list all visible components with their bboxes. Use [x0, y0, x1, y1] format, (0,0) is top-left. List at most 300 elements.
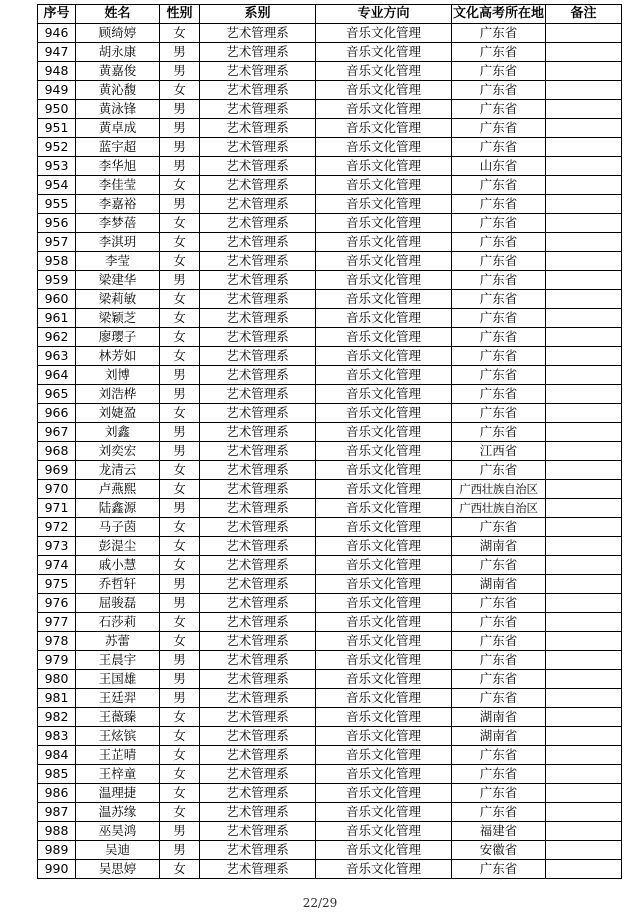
cell-name: 吴思婷: [76, 860, 160, 879]
cell-serial: 989: [38, 841, 76, 860]
cell-department: 艺术管理系: [200, 632, 316, 651]
cell-exam-location: 广东省: [452, 233, 546, 252]
cell-name: 梁莉敏: [76, 290, 160, 309]
cell-name: 王梓童: [76, 765, 160, 784]
cell-department: 艺术管理系: [200, 480, 316, 499]
cell-exam-location: 山东省: [452, 157, 546, 176]
cell-major: 音乐文化管理: [316, 727, 452, 746]
cell-department: 艺术管理系: [200, 119, 316, 138]
table-row: [38, 461, 622, 480]
cell-name: 屈骏磊: [76, 594, 160, 613]
cell-gender: 女: [160, 765, 200, 784]
cell-serial: 977: [38, 613, 76, 632]
cell-serial: 973: [38, 537, 76, 556]
cell-exam-location: 广东省: [452, 632, 546, 651]
table-row: [38, 81, 622, 100]
cell-gender: 男: [160, 157, 200, 176]
cell-gender: 女: [160, 81, 200, 100]
cell-major: 音乐文化管理: [316, 841, 452, 860]
cell-name: 胡永康: [76, 43, 160, 62]
cell-gender: 女: [160, 290, 200, 309]
cell-name: 刘浩桦: [76, 385, 160, 404]
table-row: [38, 195, 622, 214]
cell-remarks: [546, 480, 622, 499]
cell-department: 艺术管理系: [200, 689, 316, 708]
cell-serial: 980: [38, 670, 76, 689]
cell-serial: 962: [38, 328, 76, 347]
cell-major: 音乐文化管理: [316, 556, 452, 575]
cell-exam-location: 广东省: [452, 176, 546, 195]
cell-major: 音乐文化管理: [316, 689, 452, 708]
cell-exam-location: 广东省: [452, 62, 546, 81]
cell-major: 音乐文化管理: [316, 138, 452, 157]
cell-major: 音乐文化管理: [316, 366, 452, 385]
table-row: [38, 822, 622, 841]
table-row: [38, 309, 622, 328]
cell-serial: 976: [38, 594, 76, 613]
cell-major: 音乐文化管理: [316, 309, 452, 328]
cell-major: 音乐文化管理: [316, 347, 452, 366]
cell-remarks: [546, 556, 622, 575]
cell-major: 音乐文化管理: [316, 43, 452, 62]
cell-major: 音乐文化管理: [316, 651, 452, 670]
cell-exam-location: 广东省: [452, 347, 546, 366]
cell-major: 音乐文化管理: [316, 613, 452, 632]
cell-exam-location: 广东省: [452, 328, 546, 347]
cell-name: 苏蕾: [76, 632, 160, 651]
cell-name: 李华旭: [76, 157, 160, 176]
cell-remarks: [546, 24, 622, 43]
cell-exam-location: 广东省: [452, 100, 546, 119]
cell-serial: 957: [38, 233, 76, 252]
cell-gender: 男: [160, 100, 200, 119]
cell-major: 音乐文化管理: [316, 784, 452, 803]
table-header-row: [38, 5, 622, 24]
cell-department: 艺术管理系: [200, 822, 316, 841]
cell-serial: 954: [38, 176, 76, 195]
cell-gender: 女: [160, 727, 200, 746]
cell-remarks: [546, 689, 622, 708]
header-major: 专业方向: [316, 5, 452, 24]
cell-remarks: [546, 518, 622, 537]
cell-gender: 男: [160, 499, 200, 518]
cell-serial: 970: [38, 480, 76, 499]
cell-name: 李嘉裕: [76, 195, 160, 214]
table-row: [38, 765, 622, 784]
cell-major: 音乐文化管理: [316, 252, 452, 271]
cell-department: 艺术管理系: [200, 195, 316, 214]
cell-name: 黄卓成: [76, 119, 160, 138]
cell-remarks: [546, 328, 622, 347]
cell-gender: 女: [160, 708, 200, 727]
cell-gender: 女: [160, 309, 200, 328]
cell-name: 李佳莹: [76, 176, 160, 195]
table-row: [38, 385, 622, 404]
cell-exam-location: 广东省: [452, 366, 546, 385]
cell-department: 艺术管理系: [200, 309, 316, 328]
cell-gender: 男: [160, 822, 200, 841]
cell-remarks: [546, 271, 622, 290]
cell-serial: 979: [38, 651, 76, 670]
table-row: [38, 214, 622, 233]
cell-department: 艺术管理系: [200, 556, 316, 575]
cell-gender: 女: [160, 746, 200, 765]
cell-serial: 981: [38, 689, 76, 708]
cell-gender: 女: [160, 860, 200, 879]
cell-serial: 983: [38, 727, 76, 746]
cell-exam-location: 广东省: [452, 81, 546, 100]
cell-name: 王薇臻: [76, 708, 160, 727]
table-row: [38, 575, 622, 594]
cell-exam-location: 广东省: [452, 423, 546, 442]
cell-remarks: [546, 841, 622, 860]
cell-gender: 女: [160, 784, 200, 803]
table-row: [38, 252, 622, 271]
cell-remarks: [546, 537, 622, 556]
cell-remarks: [546, 784, 622, 803]
cell-major: 音乐文化管理: [316, 290, 452, 309]
cell-major: 音乐文化管理: [316, 24, 452, 43]
cell-name: 石莎莉: [76, 613, 160, 632]
cell-remarks: [546, 119, 622, 138]
cell-exam-location: 广东省: [452, 385, 546, 404]
table-row: [38, 442, 622, 461]
cell-exam-location: 广东省: [452, 43, 546, 62]
cell-gender: 男: [160, 841, 200, 860]
cell-exam-location: 湖南省: [452, 537, 546, 556]
table-row: [38, 594, 622, 613]
cell-department: 艺术管理系: [200, 499, 316, 518]
cell-name: 刘婕盈: [76, 404, 160, 423]
table-row: [38, 746, 622, 765]
cell-remarks: [546, 157, 622, 176]
cell-gender: 女: [160, 347, 200, 366]
cell-exam-location: 湖南省: [452, 727, 546, 746]
cell-serial: 964: [38, 366, 76, 385]
cell-exam-location: 广东省: [452, 746, 546, 765]
table-row: [38, 271, 622, 290]
cell-name: 王廷羿: [76, 689, 160, 708]
cell-serial: 953: [38, 157, 76, 176]
table-row: [38, 24, 622, 43]
header-gender: 性别: [160, 5, 200, 24]
cell-department: 艺术管理系: [200, 442, 316, 461]
cell-major: 音乐文化管理: [316, 575, 452, 594]
cell-department: 艺术管理系: [200, 233, 316, 252]
cell-exam-location: 湖南省: [452, 708, 546, 727]
cell-exam-location: 广东省: [452, 860, 546, 879]
cell-name: 梁颖芝: [76, 309, 160, 328]
table-row: [38, 651, 622, 670]
cell-exam-location: 广东省: [452, 252, 546, 271]
cell-serial: 958: [38, 252, 76, 271]
cell-serial: 948: [38, 62, 76, 81]
table-row: [38, 290, 622, 309]
cell-department: 艺术管理系: [200, 461, 316, 480]
cell-major: 音乐文化管理: [316, 100, 452, 119]
cell-serial: 974: [38, 556, 76, 575]
cell-name: 刘奕宏: [76, 442, 160, 461]
cell-major: 音乐文化管理: [316, 480, 452, 499]
cell-name: 吴迪: [76, 841, 160, 860]
cell-name: 李莹: [76, 252, 160, 271]
table-row: [38, 499, 622, 518]
cell-gender: 女: [160, 461, 200, 480]
cell-remarks: [546, 309, 622, 328]
cell-department: 艺术管理系: [200, 670, 316, 689]
cell-name: 林芳如: [76, 347, 160, 366]
cell-exam-location: 广东省: [452, 138, 546, 157]
cell-remarks: [546, 385, 622, 404]
table-row: [38, 43, 622, 62]
cell-department: 艺术管理系: [200, 138, 316, 157]
cell-gender: 男: [160, 594, 200, 613]
cell-department: 艺术管理系: [200, 651, 316, 670]
cell-gender: 男: [160, 119, 200, 138]
cell-department: 艺术管理系: [200, 784, 316, 803]
cell-serial: 961: [38, 309, 76, 328]
cell-name: 卢燕熙: [76, 480, 160, 499]
cell-gender: 女: [160, 233, 200, 252]
cell-remarks: [546, 347, 622, 366]
table-row: [38, 860, 622, 879]
cell-gender: 女: [160, 537, 200, 556]
cell-name: 乔哲轩: [76, 575, 160, 594]
cell-remarks: [546, 290, 622, 309]
cell-department: 艺术管理系: [200, 100, 316, 119]
cell-major: 音乐文化管理: [316, 461, 452, 480]
cell-gender: 女: [160, 404, 200, 423]
cell-major: 音乐文化管理: [316, 233, 452, 252]
student-list-sheet: [37, 4, 622, 879]
cell-department: 艺术管理系: [200, 423, 316, 442]
cell-exam-location: 广东省: [452, 271, 546, 290]
cell-department: 艺术管理系: [200, 518, 316, 537]
cell-exam-location: 广东省: [452, 803, 546, 822]
page-number: 22/29: [302, 896, 338, 910]
cell-department: 艺术管理系: [200, 537, 316, 556]
table-row: [38, 632, 622, 651]
table-row: [38, 233, 622, 252]
cell-department: 艺术管理系: [200, 841, 316, 860]
cell-department: 艺术管理系: [200, 366, 316, 385]
header-serial: 序号: [38, 5, 76, 24]
cell-gender: 女: [160, 518, 200, 537]
cell-name: 温苏缘: [76, 803, 160, 822]
cell-serial: 969: [38, 461, 76, 480]
cell-department: 艺术管理系: [200, 328, 316, 347]
cell-name: 王炫镔: [76, 727, 160, 746]
table-row: [38, 328, 622, 347]
table-row: [38, 100, 622, 119]
cell-exam-location: 广东省: [452, 119, 546, 138]
cell-remarks: [546, 670, 622, 689]
cell-gender: 女: [160, 632, 200, 651]
cell-serial: 984: [38, 746, 76, 765]
table-row: [38, 613, 622, 632]
cell-serial: 968: [38, 442, 76, 461]
cell-major: 音乐文化管理: [316, 328, 452, 347]
cell-serial: 985: [38, 765, 76, 784]
cell-remarks: [546, 765, 622, 784]
cell-department: 艺术管理系: [200, 24, 316, 43]
cell-remarks: [546, 594, 622, 613]
cell-serial: 978: [38, 632, 76, 651]
cell-gender: 男: [160, 62, 200, 81]
cell-remarks: [546, 822, 622, 841]
cell-exam-location: 广西壮族自治区: [452, 480, 546, 499]
cell-department: 艺术管理系: [200, 214, 316, 233]
cell-major: 音乐文化管理: [316, 670, 452, 689]
cell-gender: 男: [160, 366, 200, 385]
cell-remarks: [546, 100, 622, 119]
cell-name: 戚小慧: [76, 556, 160, 575]
cell-gender: 男: [160, 385, 200, 404]
table-row: [38, 176, 622, 195]
cell-gender: 女: [160, 24, 200, 43]
cell-major: 音乐文化管理: [316, 442, 452, 461]
cell-department: 艺术管理系: [200, 271, 316, 290]
cell-serial: 947: [38, 43, 76, 62]
cell-department: 艺术管理系: [200, 594, 316, 613]
cell-remarks: [546, 252, 622, 271]
cell-major: 音乐文化管理: [316, 423, 452, 442]
cell-remarks: [546, 442, 622, 461]
cell-gender: 女: [160, 613, 200, 632]
cell-gender: 女: [160, 480, 200, 499]
cell-major: 音乐文化管理: [316, 119, 452, 138]
table-row: [38, 670, 622, 689]
header-department: 系别: [200, 5, 316, 24]
cell-serial: 990: [38, 860, 76, 879]
cell-serial: 987: [38, 803, 76, 822]
cell-serial: 966: [38, 404, 76, 423]
table-row: [38, 157, 622, 176]
cell-major: 音乐文化管理: [316, 271, 452, 290]
cell-gender: 男: [160, 195, 200, 214]
cell-serial: 986: [38, 784, 76, 803]
cell-remarks: [546, 461, 622, 480]
cell-remarks: [546, 860, 622, 879]
cell-exam-location: 广东省: [452, 24, 546, 43]
cell-name: 顾绮婷: [76, 24, 160, 43]
cell-department: 艺术管理系: [200, 157, 316, 176]
cell-serial: 972: [38, 518, 76, 537]
cell-name: 王晨宇: [76, 651, 160, 670]
cell-department: 艺术管理系: [200, 176, 316, 195]
table-row: [38, 366, 622, 385]
cell-serial: 967: [38, 423, 76, 442]
cell-exam-location: 安徽省: [452, 841, 546, 860]
cell-name: 马子茵: [76, 518, 160, 537]
cell-exam-location: 广东省: [452, 765, 546, 784]
table-row: [38, 119, 622, 138]
cell-serial: 956: [38, 214, 76, 233]
cell-department: 艺术管理系: [200, 860, 316, 879]
cell-major: 音乐文化管理: [316, 404, 452, 423]
cell-major: 音乐文化管理: [316, 822, 452, 841]
cell-name: 梁建华: [76, 271, 160, 290]
cell-name: 刘博: [76, 366, 160, 385]
header-name: 姓名: [76, 5, 160, 24]
table-row: [38, 841, 622, 860]
cell-name: 黄嘉俊: [76, 62, 160, 81]
cell-remarks: [546, 423, 622, 442]
cell-exam-location: 广东省: [452, 556, 546, 575]
cell-remarks: [546, 708, 622, 727]
cell-exam-location: 广东省: [452, 518, 546, 537]
cell-remarks: [546, 176, 622, 195]
cell-major: 音乐文化管理: [316, 860, 452, 879]
table-row: [38, 518, 622, 537]
cell-name: 黄泳锋: [76, 100, 160, 119]
cell-name: 陆鑫源: [76, 499, 160, 518]
cell-exam-location: 广东省: [452, 784, 546, 803]
cell-exam-location: 广东省: [452, 214, 546, 233]
cell-name: 蓝宇超: [76, 138, 160, 157]
cell-name: 王芷晴: [76, 746, 160, 765]
table-row: [38, 689, 622, 708]
cell-remarks: [546, 727, 622, 746]
table-row: [38, 404, 622, 423]
cell-remarks: [546, 803, 622, 822]
cell-major: 音乐文化管理: [316, 708, 452, 727]
cell-remarks: [546, 214, 622, 233]
table-row: [38, 62, 622, 81]
cell-serial: 946: [38, 24, 76, 43]
cell-gender: 女: [160, 556, 200, 575]
cell-department: 艺术管理系: [200, 727, 316, 746]
cell-remarks: [546, 62, 622, 81]
cell-name: 彭湜尘: [76, 537, 160, 556]
table-row: [38, 556, 622, 575]
cell-gender: 男: [160, 138, 200, 157]
cell-exam-location: 广东省: [452, 461, 546, 480]
cell-remarks: [546, 195, 622, 214]
cell-major: 音乐文化管理: [316, 385, 452, 404]
cell-serial: 975: [38, 575, 76, 594]
student-table: [37, 4, 622, 879]
cell-name: 巫昊鸿: [76, 822, 160, 841]
table-row: [38, 784, 622, 803]
cell-major: 音乐文化管理: [316, 746, 452, 765]
cell-gender: 男: [160, 423, 200, 442]
cell-department: 艺术管理系: [200, 613, 316, 632]
cell-gender: 男: [160, 575, 200, 594]
cell-exam-location: 广东省: [452, 290, 546, 309]
table-row: [38, 727, 622, 746]
cell-serial: 952: [38, 138, 76, 157]
cell-remarks: [546, 81, 622, 100]
cell-name: 黄沁馥: [76, 81, 160, 100]
cell-gender: 女: [160, 252, 200, 271]
table-row: [38, 708, 622, 727]
cell-department: 艺术管理系: [200, 385, 316, 404]
cell-gender: 男: [160, 670, 200, 689]
cell-department: 艺术管理系: [200, 765, 316, 784]
cell-department: 艺术管理系: [200, 252, 316, 271]
cell-major: 音乐文化管理: [316, 195, 452, 214]
cell-remarks: [546, 575, 622, 594]
cell-remarks: [546, 366, 622, 385]
cell-major: 音乐文化管理: [316, 518, 452, 537]
cell-department: 艺术管理系: [200, 803, 316, 822]
cell-gender: 男: [160, 651, 200, 670]
cell-remarks: [546, 632, 622, 651]
cell-serial: 965: [38, 385, 76, 404]
cell-serial: 982: [38, 708, 76, 727]
cell-exam-location: 广东省: [452, 689, 546, 708]
